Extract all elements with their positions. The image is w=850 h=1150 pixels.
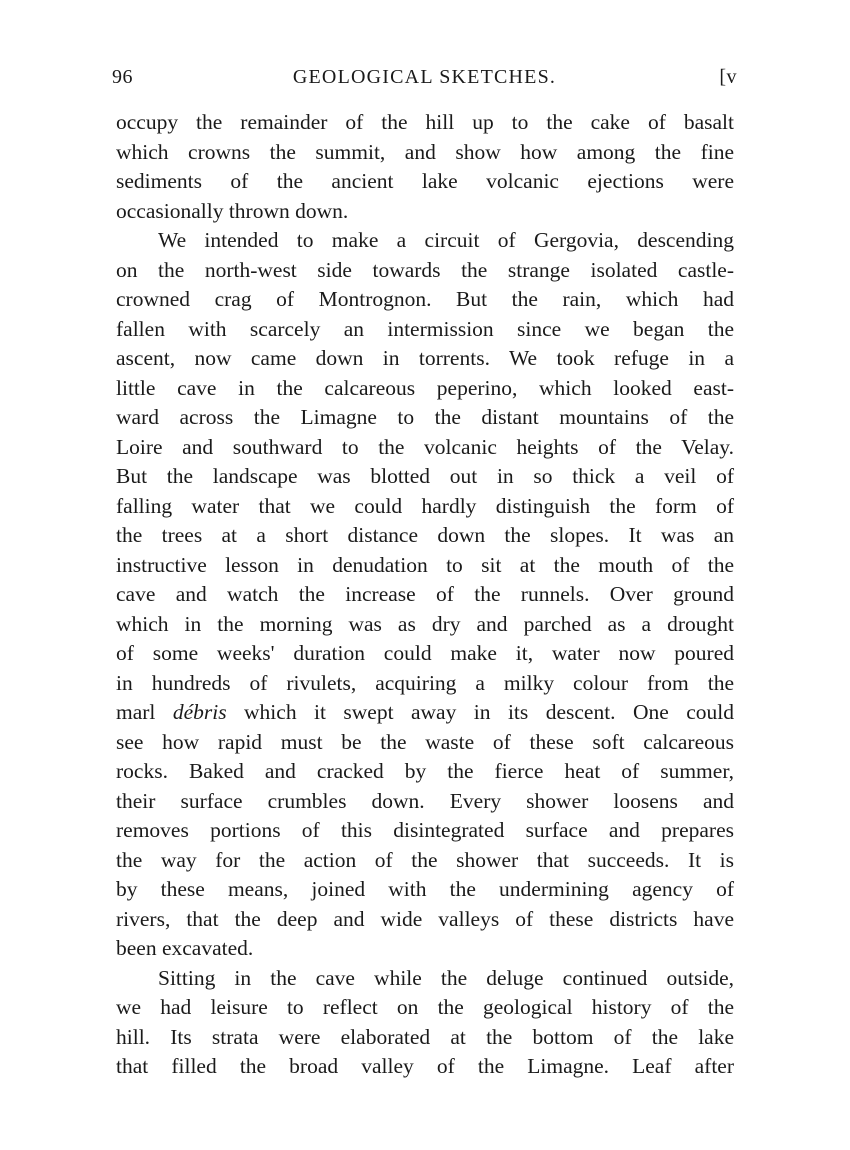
text-line: by these means, joined with the undermining agency of [116, 877, 734, 901]
running-header [112, 66, 737, 96]
text-line: rivers, that the deep and wide valleys of these districts have [116, 906, 734, 931]
text-line: the way for the action of the shower that succeeds. It is [116, 847, 734, 872]
italic-word-debris: débris [172, 700, 227, 724]
page-number: 96 [112, 66, 133, 88]
text-line: sediments of the ancient lake volcanic ejections were [116, 169, 734, 193]
body-text [116, 108, 734, 1082]
text-line: of some weeks' duration could make it, water now poured [116, 641, 734, 665]
text-line: which in the morning was as dry and parched as a drought [116, 611, 734, 636]
text-line: Loire and southward to the volcanic heights of the Velay. [116, 434, 734, 459]
text-line: hill. Its strata were elaborated at the bottom of the lake [116, 1024, 734, 1049]
text-line: We intended to make a circuit of Gergovia, descending [158, 228, 734, 252]
text-line: fallen with scarcely an intermission since we began the [116, 316, 734, 341]
text-line: on the north-west side towards the strange isolated castle- [116, 257, 734, 282]
running-title: GEOLOGICAL SKETCHES. [292, 66, 557, 88]
text-line: little cave in the calcareous peperino, which looked east- [116, 375, 734, 400]
text-line: occupy the remainder of the hill up to the cake of basalt [116, 110, 734, 134]
text-line: see how rapid must be the waste of these soft calcareous [116, 729, 734, 754]
text-line: rocks. Baked and cracked by the fierce heat of summer, [116, 759, 734, 783]
text-line: crowned crag of Montrognon. But the rain, which had [116, 287, 734, 311]
text-line: removes portions of this disintegrated surface and prepares [116, 818, 734, 842]
text-fragment: marl [116, 700, 173, 724]
text-line: in hundreds of rivulets, acquiring a milky colour from the [116, 670, 734, 695]
text-line: occasionally thrown down. [116, 198, 349, 223]
text-line: But the landscape was blotted out in so thick a veil of [116, 464, 734, 488]
text-line: been excavated. [116, 936, 254, 960]
text-line-with-italic [116, 698, 734, 728]
section-mark: [v [719, 66, 737, 88]
text-line: Sitting in the cave while the deluge continued outside, [158, 965, 734, 990]
text-line: which crowns the summit, and show how among the fine [116, 139, 734, 164]
text-line: ascent, now came down in torrents. We took refuge in a [116, 346, 734, 370]
text-line: cave and watch the increase of the runnels. Over ground [116, 582, 734, 606]
text-line: the trees at a short distance down the slopes. It was an [116, 523, 734, 547]
text-fragment: which it swept away in its descent. One could [226, 700, 734, 724]
text-line: ward across the Limagne to the distant mountains of the [116, 405, 734, 429]
text-line: falling water that we could hardly distinguish the form of [116, 493, 734, 518]
text-line: that filled the broad valley of the Limagne. Leaf after [116, 1054, 734, 1078]
text-line: we had leisure to reflect on the geological history of the [116, 995, 734, 1019]
text-line: their surface crumbles down. Every shower loosens and [116, 788, 734, 813]
text-line: instructive lesson in denudation to sit at the mouth of the [116, 552, 734, 577]
